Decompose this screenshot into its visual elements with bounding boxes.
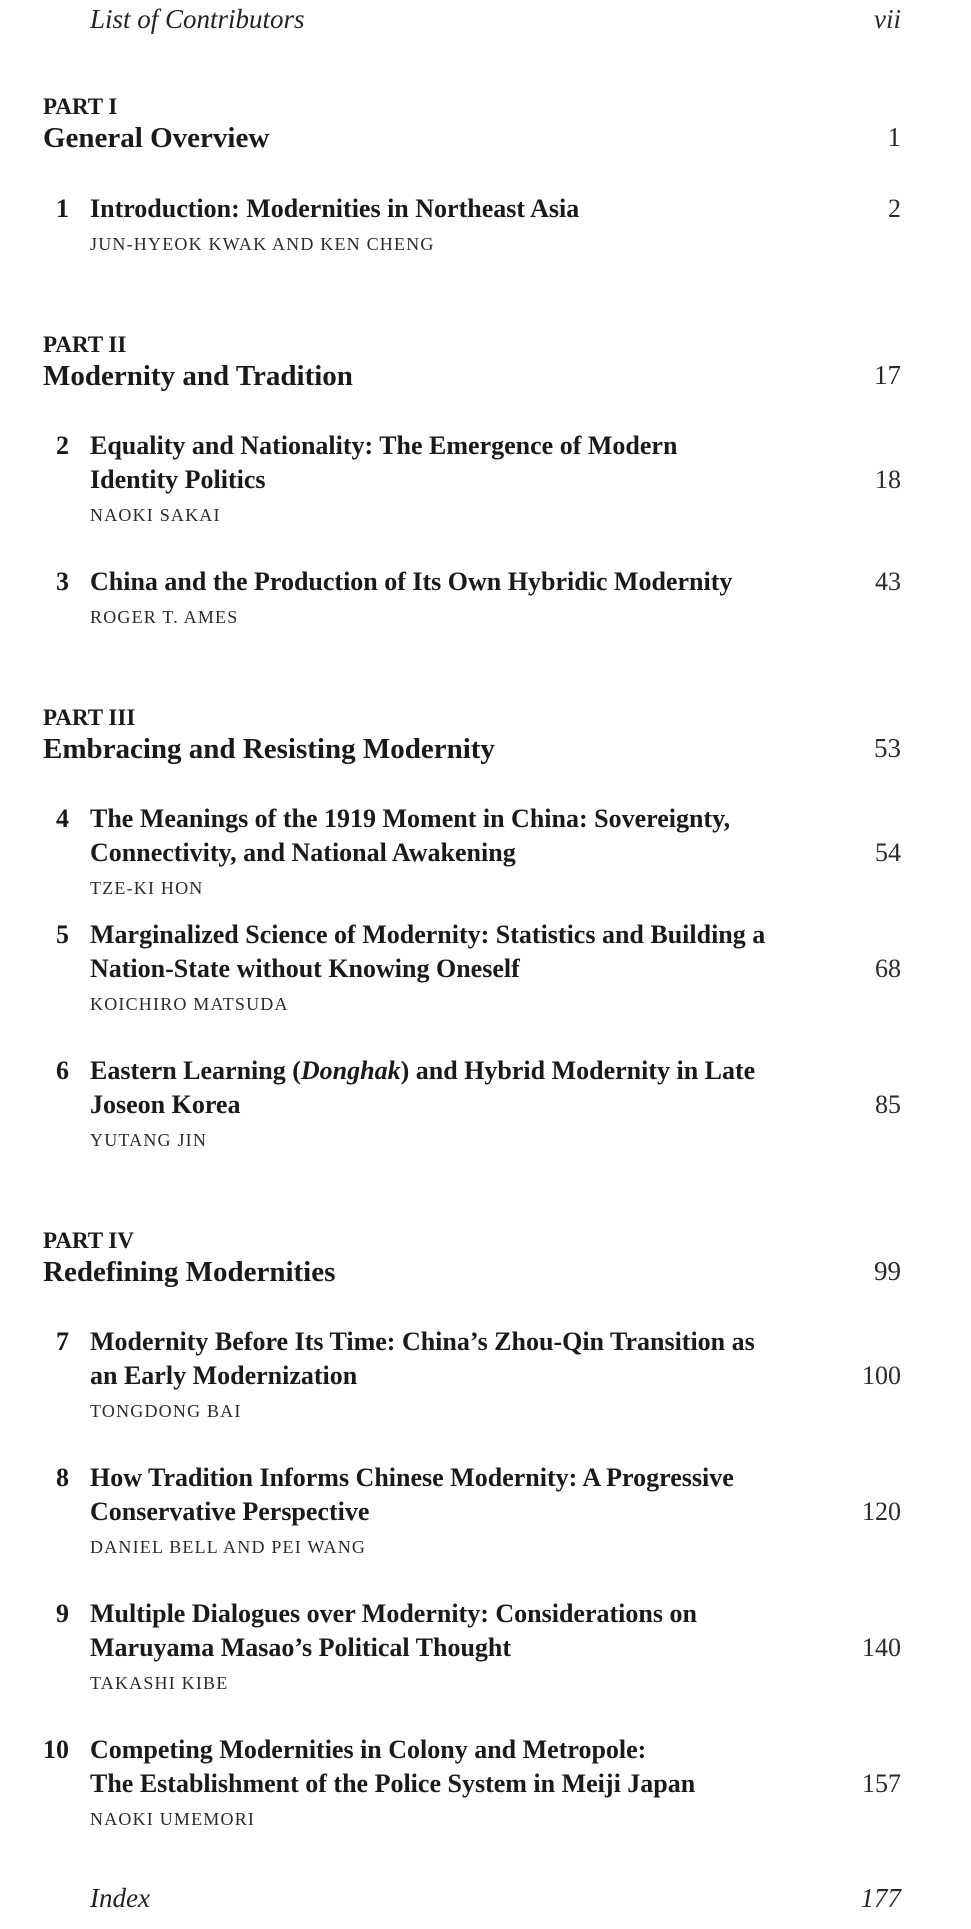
chapter-author: NAOKI UMEMORI [90,1809,256,1829]
chapter-page: 85 [875,1090,901,1119]
chapter-title-line: Identity Politics [90,465,266,494]
part-page: 53 [874,733,901,763]
toc-entry-page: 177 [860,1883,901,1913]
chapter-title: Introduction: Modernities in Northeast Asia [90,194,580,223]
chapter-title: China and the Production of Its Own Hybridic Modernity [90,567,733,596]
chapter-number: 8 [56,1463,69,1492]
chapter-page: 54 [875,838,901,867]
part-title: Redefining Modernities [43,1256,336,1288]
chapter-number: 1 [56,194,69,223]
chapter-title-line: Conservative Perspective [90,1497,370,1526]
chapter-title-line: Modernity Before Its Time: China’s Zhou-Qin Transition as [90,1327,755,1356]
part-title: Embracing and Resisting Modernity [43,733,495,765]
part-label: PART II [43,332,127,357]
toc-entry-page: vii [874,4,901,34]
chapter-author: NAOKI SAKAI [90,505,221,525]
title-text: ) and Hybrid Modernity in Late [400,1056,756,1085]
part-page: 17 [874,360,901,390]
chapter-page: 120 [862,1497,901,1526]
chapter-page: 157 [862,1769,901,1798]
chapter-page: 140 [862,1633,901,1662]
chapter-title-line: Connectivity, and National Awakening [90,838,516,867]
chapter-page: 43 [875,567,901,596]
toc-entry-title: Index [90,1883,150,1913]
chapter-author: ROGER T. AMES [90,607,239,627]
chapter-number: 5 [56,920,69,949]
chapter-number: 7 [56,1327,69,1356]
part-title: General Overview [43,122,270,154]
part-page: 99 [874,1256,901,1286]
chapter-page: 2 [888,194,901,223]
chapter-title-line: Maruyama Masao’s Political Thought [90,1633,512,1662]
chapter-author: JUN-HYEOK KWAK AND KEN CHENG [90,234,435,254]
chapter-page: 100 [862,1361,901,1390]
chapter-author: DANIEL BELL AND PEI WANG [90,1537,367,1557]
chapter-number: 4 [56,804,69,833]
chapter-title-line: Nation-State without Knowing Oneself [90,954,520,983]
part-label: PART III [43,705,136,730]
chapter-number: 2 [56,431,69,460]
chapter-number: 10 [43,1735,69,1764]
title-italic-term: Donghak [300,1056,401,1085]
chapter-author: TONGDONG BAI [90,1401,242,1421]
part-label: PART I [43,94,118,119]
part-label: PART IV [43,1228,134,1253]
chapter-title-line: Equality and Nationality: The Emergence of Modern [90,431,678,460]
toc-entry-title: List of Contributors [90,4,305,34]
chapter-title-line: Joseon Korea [90,1090,241,1119]
chapter-author: TAKASHI KIBE [90,1673,229,1693]
part-title: Modernity and Tradition [43,360,353,392]
chapter-title-line [90,1056,755,1086]
chapter-number: 9 [56,1599,69,1628]
chapter-title-line: The Establishment of the Police System in Meiji Japan [90,1769,696,1798]
chapter-page: 68 [875,954,901,983]
part-page: 1 [887,122,901,152]
chapter-author: YUTANG JIN [90,1130,208,1150]
chapter-author: KOICHIRO MATSUDA [90,994,289,1014]
chapter-author: TZE-KI HON [90,878,204,898]
title-text: Eastern Learning ( [90,1056,301,1085]
chapter-title-line: The Meanings of the 1919 Moment in China: Sovereignty, [90,804,731,833]
chapter-title-line: an Early Modernization [90,1361,358,1390]
chapter-page: 18 [875,465,901,494]
chapter-title-line: Marginalized Science of Modernity: Statistics and Building a [90,920,766,949]
chapter-title-line: How Tradition Informs Chinese Modernity: A Progressive [90,1463,734,1492]
chapter-title-line: Competing Modernities in Colony and Metropole: [90,1735,647,1764]
chapter-number: 6 [56,1056,69,1085]
chapter-title-line: Multiple Dialogues over Modernity: Considerations on [90,1599,697,1628]
chapter-number: 3 [56,567,69,596]
